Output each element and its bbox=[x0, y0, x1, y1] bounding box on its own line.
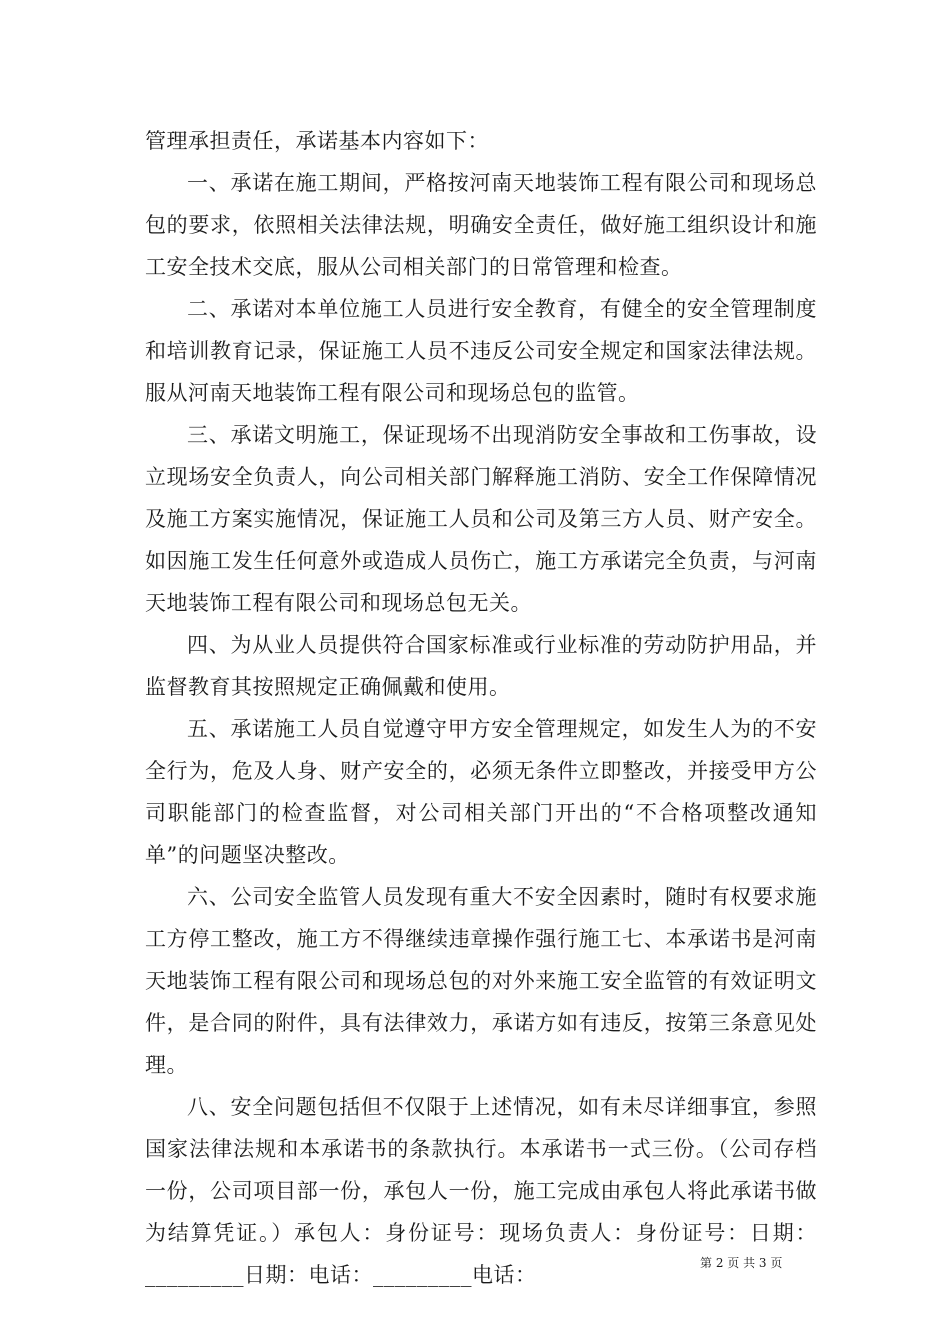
paragraph-clause-3: 三、承诺文明施工，保证现场不出现消防安全事故和工伤事故，设立现场安全负责人，向公司相关部门解释施工消防、安全工作保障情况及施工方案实施情况，保证施工人员和公司及第三方人员、财产安全。如因施工发生任何意外或造成人员伤亡，施工方承诺完全负责，与河南天地装饰工程有限公司和现场总包无关。 bbox=[145, 423, 817, 615]
paragraph-clause-4: 四、为从业人员提供符合国家标准或行业标准的劳动防护用品，并监督教育其按照规定正确佩戴和使用。 bbox=[145, 633, 817, 699]
paragraph-clause-2: 二、承诺对本单位施工人员进行安全教育，有健全的安全管理制度和培训教育记录，保证施工人员不违反公司安全规定和国家法律法规。服从河南天地装饰工程有限公司和现场总包的监管。 bbox=[145, 297, 817, 405]
paragraph-intro: 管理承担责任，承诺基本内容如下： bbox=[145, 129, 489, 153]
document-body bbox=[145, 120, 817, 1296]
paragraph-clause-5: 五、承诺施工人员自觉遵守甲方安全管理规定，如发生人为的不安全行为，危及人身、财产安全的，必须无条件立即整改，并接受甲方公司职能部门的检查监督，对公司相关部门开出的“不合格项整改通知单”的问题坚决整改。 bbox=[145, 717, 817, 867]
paragraph-clause-6-7: 六、公司安全监管人员发现有重大不安全因素时，随时有权要求施工方停工整改，施工方不得继续违章操作强行施工七、本承诺书是河南天地装饰工程有限公司和现场总包的对外来施工安全监管的有效证明文件，是合同的附件，具有法律效力，承诺方如有违反，按第三条意见处理。 bbox=[145, 885, 817, 1077]
page-number: 第 2 页 共 3 页 bbox=[700, 1256, 783, 1270]
paragraph-clause-1: 一、承诺在施工期间，严格按河南天地装饰工程有限公司和现场总包的要求，依照相关法律法规，明确安全责任，做好施工组织设计和施工安全技术交底，服从公司相关部门的日常管理和检查。 bbox=[145, 171, 817, 279]
paragraph-clause-8-signatures: 八、安全问题包括但不仅限于上述情况，如有未尽详细事宜，参照国家法律法规和本承诺书的条款执行。本承诺书一式三份。（公司存档一份，公司项目部一份，承包人一份，施工完成由承包人将此承诺书做为结算凭证。）承包人：身份证号：现场负责人：身份证号：日期：_________日期：电话：_________电话： bbox=[145, 1095, 817, 1287]
